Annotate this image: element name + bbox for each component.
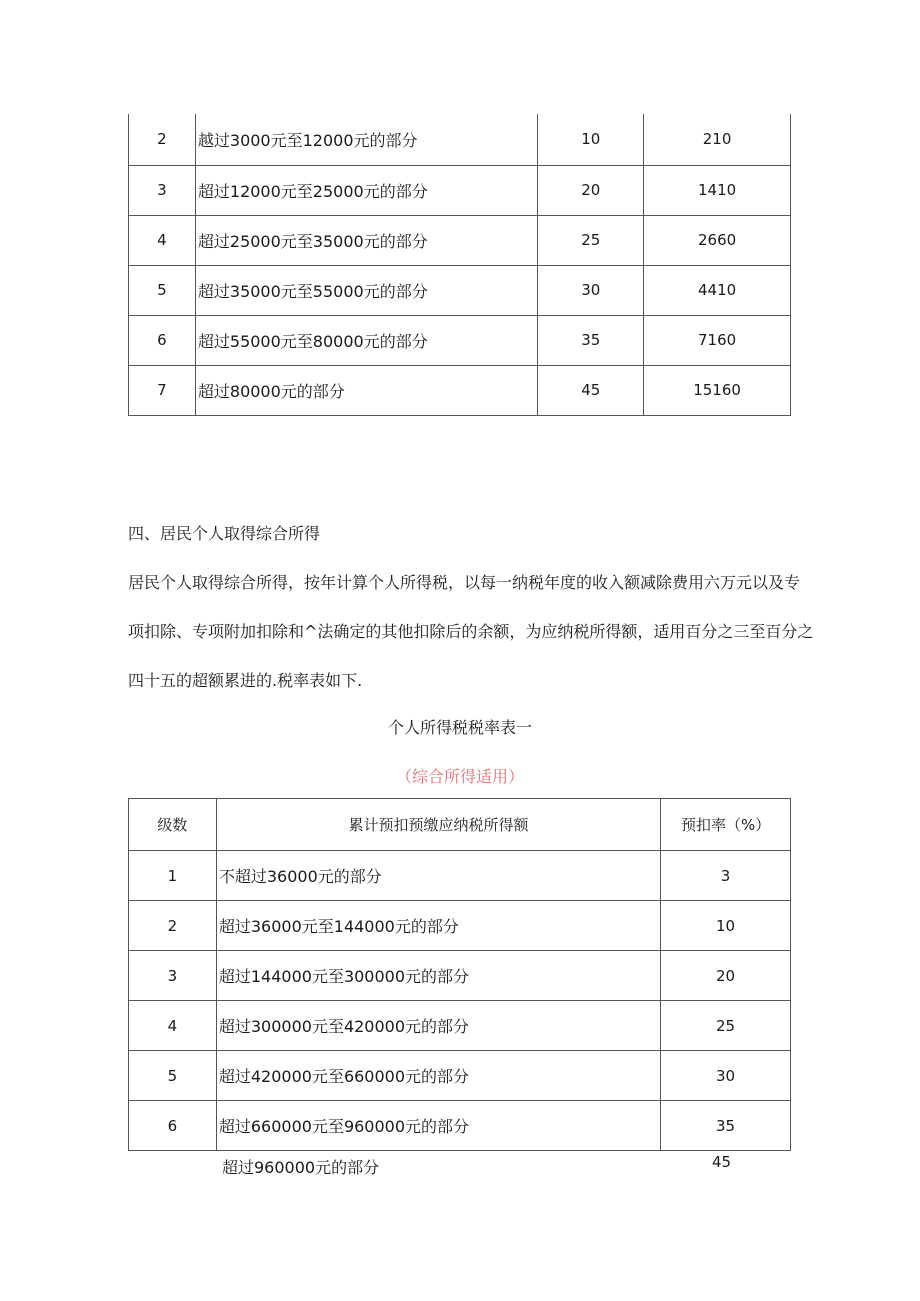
range-cell: 超过300000元至420000元的部分 [216,1001,660,1051]
rate-cell: 35 [538,315,644,365]
rate-cell: 45 [538,365,644,415]
level-cell: 7 [129,365,196,415]
table-row [129,1001,791,1051]
range-cell: 超过80000元的部分 [195,365,537,415]
table-row [129,165,791,215]
level-cell: 3 [129,951,217,1001]
rate-cell: 35 [661,1101,791,1151]
table-subtitle: （综合所得适用） [395,767,524,786]
rate-cell: 20 [661,951,791,1001]
deduction-cell: 4410 [644,265,791,315]
deduction-cell: 7160 [644,315,791,365]
table-row [129,951,791,1001]
rate-cell: 10 [538,114,644,165]
table-row [129,114,791,165]
range-cell: 不超过36000元的部分 [216,851,660,901]
header-rate: 预扣率（%） [661,799,791,851]
table-row [129,315,791,365]
level-cell: 4 [129,1001,217,1051]
rate-cell: 25 [661,1001,791,1051]
level-cell: 5 [129,265,196,315]
table-row [129,215,791,265]
table-row [129,901,791,951]
paragraph-line: 四十五的超额累进的.税率表如下. [128,671,363,690]
level-cell: 5 [129,1051,217,1101]
level-cell: 3 [129,165,196,215]
paragraph-line: 项扣除、专项附加扣除和^法确定的其他扣除后的余额，为应纳税所得额，适用百分之三至百分之 [128,622,814,641]
level-cell: 6 [129,315,196,365]
level-cell: 6 [129,1101,217,1151]
table-row [129,1101,791,1151]
range-cell: 超过36000元至144000元的部分 [216,901,660,951]
range-cell: 超过12000元至25000元的部分 [195,165,537,215]
table-row [129,265,791,315]
comprehensive-income-tax-table [128,798,791,1151]
range-cell: 超过35000元至55000元的部分 [195,265,537,315]
range-cell: 超过420000元至660000元的部分 [216,1051,660,1101]
range-cell: 越过3000元至12000元的部分 [195,114,537,165]
table-header-row [129,799,791,851]
header-range: 累计预扣预缴应纳税所得额 [216,799,660,851]
rate-cell: 30 [661,1051,791,1101]
range-cell: 超过25000元至35000元的部分 [195,215,537,265]
paragraph-line: 居民个人取得综合所得，按年计算个人所得税，以每一纳税年度的收入额减除费用六万元以及专 [128,573,801,592]
trailing-rate-text: 45 [712,1153,732,1171]
range-cell: 超过660000元至960000元的部分 [216,1101,660,1151]
header-level: 级数 [129,799,217,851]
rate-cell: 20 [538,165,644,215]
section-heading: 四、居民个人取得综合所得 [128,524,321,543]
table-row [129,851,791,901]
range-cell: 超过144000元至300000元的部分 [216,951,660,1001]
table-row [129,1051,791,1101]
tax-rate-table-continued [128,114,791,416]
deduction-cell: 210 [644,114,791,165]
deduction-cell: 1410 [644,165,791,215]
level-cell: 4 [129,215,196,265]
deduction-cell: 2660 [644,215,791,265]
trailing-range-text: 超过960000元的部分 [222,1158,380,1177]
rate-cell: 3 [661,851,791,901]
table-title: 个人所得税税率表一 [387,718,532,737]
deduction-cell: 15160 [644,365,791,415]
table-row [129,365,791,415]
rate-cell: 30 [538,265,644,315]
level-cell: 2 [129,901,217,951]
level-cell: 2 [129,114,196,165]
rate-cell: 10 [661,901,791,951]
range-cell: 超过55000元至80000元的部分 [195,315,537,365]
level-cell: 1 [129,851,217,901]
rate-cell: 25 [538,215,644,265]
